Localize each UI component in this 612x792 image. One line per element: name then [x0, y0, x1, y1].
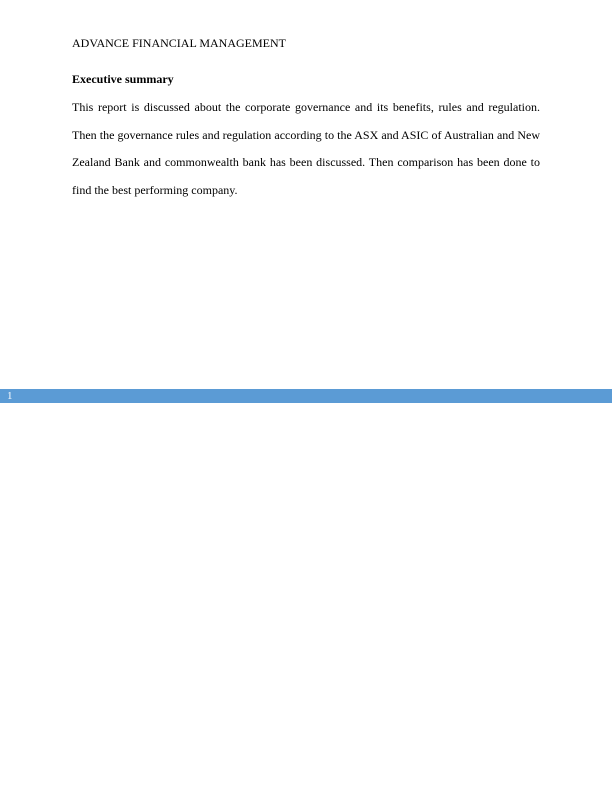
executive-summary-heading: Executive summary — [72, 72, 174, 86]
footer-band — [0, 389, 612, 403]
page-number: 1 — [7, 390, 13, 402]
executive-summary-paragraph: This report is discussed about the corporate governance and its benefits, rules and regulation. Then the governance rules and regulation according to the ASX and ASIC of Australian and New Zealand Bank and commonwealth bank has been discussed. Then comparison has been done to find the best performing company. — [72, 100, 540, 197]
document-header-title: ADVANCE FINANCIAL MANAGEMENT — [72, 36, 286, 50]
